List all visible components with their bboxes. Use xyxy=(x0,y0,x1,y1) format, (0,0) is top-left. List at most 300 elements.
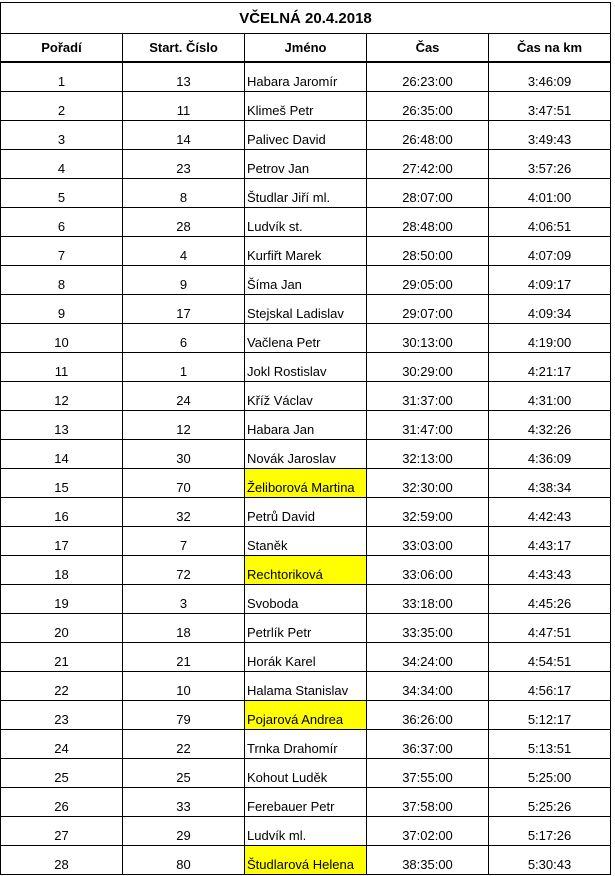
table-row xyxy=(1,150,611,179)
cell-time-text: 29:05:00 xyxy=(402,277,453,292)
cell-time-text: 28:48:00 xyxy=(402,219,453,234)
cell-pace[interactable] xyxy=(489,585,611,614)
cell-rank-text: 17 xyxy=(54,538,69,553)
cell-pace[interactable] xyxy=(489,527,611,556)
table-row xyxy=(1,701,611,730)
cell-rank-text: 20 xyxy=(54,625,69,640)
table-row xyxy=(1,730,611,759)
cell-start-number-text: 17 xyxy=(176,306,191,321)
cell-time-text: 32:30:00 xyxy=(402,480,453,495)
cell-name[interactable] xyxy=(245,672,367,701)
cell-pace-text: 4:43:17 xyxy=(527,538,572,553)
cell-start-number-text: 10 xyxy=(176,683,191,698)
cell-name[interactable] xyxy=(245,846,367,875)
table-row xyxy=(1,440,611,469)
cell-start-number[interactable] xyxy=(123,440,245,469)
cell-name-text: Jokl Rostislav xyxy=(247,364,327,379)
cell-start-number[interactable] xyxy=(123,759,245,788)
cell-start-number-text: 14 xyxy=(176,132,191,147)
cell-time[interactable] xyxy=(367,556,489,585)
cell-rank[interactable] xyxy=(1,266,123,295)
cell-start-number[interactable] xyxy=(123,614,245,643)
cell-rank[interactable] xyxy=(1,817,123,846)
cell-rank[interactable] xyxy=(1,150,123,179)
title-row xyxy=(1,3,611,34)
table-row xyxy=(1,179,611,208)
cell-rank-text: 4 xyxy=(57,161,66,176)
cell-time[interactable] xyxy=(367,759,489,788)
cell-pace[interactable] xyxy=(489,179,611,208)
cell-start-number-text: 6 xyxy=(179,335,188,350)
cell-name-text: Ferebauer Petr xyxy=(247,799,335,814)
cell-pace[interactable] xyxy=(489,324,611,353)
cell-rank-text: 6 xyxy=(57,219,66,234)
cell-rank[interactable] xyxy=(1,643,123,672)
cell-start-number-text: 9 xyxy=(179,277,188,292)
table-row xyxy=(1,411,611,440)
cell-rank[interactable] xyxy=(1,208,123,237)
cell-rank[interactable] xyxy=(1,324,123,353)
cell-name-text: Svoboda xyxy=(247,596,299,611)
cell-start-number-text: 29 xyxy=(176,828,191,843)
cell-pace-text: 4:09:34 xyxy=(527,306,572,321)
cell-start-number[interactable] xyxy=(123,527,245,556)
cell-name[interactable] xyxy=(245,150,367,179)
header-rank[interactable]: Pořadí xyxy=(1,34,123,63)
cell-pace-text: 4:21:17 xyxy=(527,364,572,379)
cell-start-number-text: 23 xyxy=(176,161,191,176)
cell-start-number-text: 32 xyxy=(176,509,191,524)
cell-rank-text: 25 xyxy=(54,770,69,785)
cell-pace-text: 5:25:00 xyxy=(527,770,572,785)
cell-pace-text: 4:54:51 xyxy=(527,654,572,669)
cell-pace[interactable] xyxy=(489,556,611,585)
results-sheet xyxy=(0,2,611,875)
cell-rank[interactable] xyxy=(1,62,123,92)
cell-rank[interactable] xyxy=(1,585,123,614)
cell-time[interactable] xyxy=(367,817,489,846)
cell-start-number[interactable] xyxy=(123,701,245,730)
cell-time[interactable] xyxy=(367,62,489,92)
cell-name[interactable] xyxy=(245,440,367,469)
cell-rank[interactable] xyxy=(1,92,123,121)
cell-time-text: 31:47:00 xyxy=(402,422,453,437)
cell-time[interactable] xyxy=(367,527,489,556)
cell-time-text: 34:24:00 xyxy=(402,654,453,669)
cell-pace[interactable] xyxy=(489,382,611,411)
cell-start-number-text: 30 xyxy=(176,451,191,466)
cell-pace-text: 3:46:09 xyxy=(527,74,572,89)
cell-start-number[interactable] xyxy=(123,411,245,440)
cell-name[interactable] xyxy=(245,62,367,92)
table-row xyxy=(1,62,611,92)
cell-pace-text: 4:38:34 xyxy=(527,480,572,495)
cell-name[interactable] xyxy=(245,92,367,121)
cell-rank[interactable] xyxy=(1,556,123,585)
cell-name[interactable] xyxy=(245,643,367,672)
cell-rank-text: 3 xyxy=(57,132,66,147)
cell-rank-text: 8 xyxy=(57,277,66,292)
cell-pace-text: 4:01:00 xyxy=(527,190,572,205)
cell-start-number-text: 18 xyxy=(176,625,191,640)
cell-time[interactable] xyxy=(367,788,489,817)
cell-rank[interactable] xyxy=(1,788,123,817)
cell-pace-text: 4:09:17 xyxy=(527,277,572,292)
cell-time[interactable] xyxy=(367,846,489,875)
cell-name-text: Študlar Jiří ml. xyxy=(247,190,331,205)
cell-time-text: 33:35:00 xyxy=(402,625,453,640)
cell-start-number-text: 79 xyxy=(176,712,191,727)
table-row xyxy=(1,382,611,411)
cell-start-number[interactable] xyxy=(123,179,245,208)
table-row xyxy=(1,208,611,237)
table-row xyxy=(1,295,611,324)
cell-name-text: Trnka Drahomír xyxy=(247,741,338,756)
cell-time-text: 30:29:00 xyxy=(402,364,453,379)
cell-name[interactable] xyxy=(245,121,367,150)
cell-rank-text: 19 xyxy=(54,596,69,611)
cell-start-number[interactable] xyxy=(123,150,245,179)
cell-name[interactable] xyxy=(245,730,367,759)
cell-rank-text: 12 xyxy=(54,393,69,408)
cell-name[interactable] xyxy=(245,498,367,527)
cell-rank-text: 1 xyxy=(57,74,66,89)
cell-start-number-text: 25 xyxy=(176,770,191,785)
table-row xyxy=(1,92,611,121)
cell-time[interactable] xyxy=(367,701,489,730)
cell-name[interactable] xyxy=(245,585,367,614)
cell-pace-text: 5:17:26 xyxy=(527,828,572,843)
cell-rank[interactable] xyxy=(1,353,123,382)
cell-rank[interactable] xyxy=(1,498,123,527)
table-row xyxy=(1,759,611,788)
cell-time[interactable] xyxy=(367,614,489,643)
table-row xyxy=(1,324,611,353)
cell-start-number-text: 11 xyxy=(176,103,191,118)
cell-start-number-text: 80 xyxy=(176,857,191,872)
cell-name-text: Kurfiřt Marek xyxy=(247,248,322,263)
cell-start-number-text: 13 xyxy=(176,74,191,89)
cell-pace-text: 4:06:51 xyxy=(527,219,572,234)
cell-name-text: Staněk xyxy=(247,538,288,553)
cell-pace-text: 4:31:00 xyxy=(527,393,572,408)
cell-start-number[interactable] xyxy=(123,817,245,846)
cell-time[interactable] xyxy=(367,121,489,150)
cell-pace[interactable] xyxy=(489,411,611,440)
cell-pace-text: 4:45:26 xyxy=(527,596,572,611)
cell-pace-text: 3:49:43 xyxy=(527,132,572,147)
cell-time[interactable] xyxy=(367,585,489,614)
cell-start-number-text: 7 xyxy=(179,538,188,553)
table-row xyxy=(1,121,611,150)
cell-pace[interactable] xyxy=(489,759,611,788)
cell-time[interactable] xyxy=(367,672,489,701)
cell-time-text: 36:37:00 xyxy=(402,741,453,756)
cell-time[interactable] xyxy=(367,411,489,440)
cell-rank[interactable] xyxy=(1,672,123,701)
cell-name-text: Rechtoriková xyxy=(247,567,323,582)
cell-time[interactable] xyxy=(367,266,489,295)
cell-rank-text: 7 xyxy=(57,248,66,263)
cell-rank[interactable] xyxy=(1,701,123,730)
cell-rank[interactable] xyxy=(1,759,123,788)
table-row xyxy=(1,469,611,498)
cell-rank-text: 14 xyxy=(54,451,69,466)
cell-start-number-text: 28 xyxy=(176,219,191,234)
cell-pace[interactable] xyxy=(489,440,611,469)
cell-start-number-text: 4 xyxy=(179,248,188,263)
cell-name[interactable] xyxy=(245,208,367,237)
cell-start-number-text: 33 xyxy=(176,799,191,814)
cell-pace[interactable] xyxy=(489,353,611,382)
cell-name-text: Kohout Luděk xyxy=(247,770,328,785)
cell-time[interactable] xyxy=(367,150,489,179)
cell-pace[interactable] xyxy=(489,266,611,295)
cell-pace[interactable] xyxy=(489,208,611,237)
cell-name[interactable] xyxy=(245,469,367,498)
cell-time[interactable] xyxy=(367,382,489,411)
cell-pace[interactable] xyxy=(489,788,611,817)
cell-name[interactable] xyxy=(245,324,367,353)
cell-name-text: Petrov Jan xyxy=(247,161,310,176)
cell-name-text: Palivec David xyxy=(247,132,326,147)
cell-pace[interactable] xyxy=(489,62,611,92)
cell-rank-text: 10 xyxy=(54,335,69,350)
cell-rank-text: 15 xyxy=(54,480,69,495)
cell-rank-text: 21 xyxy=(54,654,69,669)
cell-name[interactable] xyxy=(245,614,367,643)
cell-pace-text: 4:56:17 xyxy=(527,683,572,698)
cell-name-text: Ludvík ml. xyxy=(247,828,307,843)
header-pace[interactable]: Čas na km xyxy=(489,34,611,63)
cell-name-text: Želiborová Martina xyxy=(247,480,355,495)
cell-start-number-text: 21 xyxy=(176,654,191,669)
cell-start-number[interactable] xyxy=(123,237,245,266)
cell-name[interactable] xyxy=(245,266,367,295)
table-row xyxy=(1,643,611,672)
cell-rank-text: 18 xyxy=(54,567,69,582)
cell-rank-text: 16 xyxy=(54,509,69,524)
cell-time-text: 26:23:00 xyxy=(402,74,453,89)
cell-pace[interactable] xyxy=(489,846,611,875)
cell-time-text: 31:37:00 xyxy=(402,393,453,408)
cell-pace-text: 3:57:26 xyxy=(527,161,572,176)
cell-rank-text: 23 xyxy=(54,712,69,727)
cell-pace-text: 5:25:26 xyxy=(527,799,572,814)
table-row xyxy=(1,353,611,382)
cell-name-text: Stejskal Ladislav xyxy=(247,306,344,321)
cell-time-text: 26:35:00 xyxy=(402,103,453,118)
cell-pace[interactable] xyxy=(489,498,611,527)
cell-start-number[interactable] xyxy=(123,92,245,121)
cell-pace[interactable] xyxy=(489,92,611,121)
cell-start-number-text: 22 xyxy=(176,741,191,756)
table-row xyxy=(1,614,611,643)
cell-start-number[interactable] xyxy=(123,382,245,411)
cell-rank[interactable] xyxy=(1,295,123,324)
cell-rank[interactable] xyxy=(1,614,123,643)
cell-name[interactable] xyxy=(245,701,367,730)
table-row xyxy=(1,585,611,614)
cell-pace-text: 4:07:09 xyxy=(527,248,572,263)
cell-pace[interactable] xyxy=(489,701,611,730)
cell-start-number[interactable] xyxy=(123,62,245,92)
cell-pace[interactable] xyxy=(489,237,611,266)
cell-time[interactable] xyxy=(367,208,489,237)
sheet-title[interactable]: VČELNÁ 20.4.2018 xyxy=(1,3,611,34)
cell-name-text: Pojarová Andrea xyxy=(247,712,344,727)
cell-start-number[interactable] xyxy=(123,469,245,498)
cell-name-text: Habara Jan xyxy=(247,422,315,437)
cell-rank-text: 28 xyxy=(54,857,69,872)
cell-name[interactable] xyxy=(245,759,367,788)
cell-time-text: 27:42:00 xyxy=(402,161,453,176)
cell-time[interactable] xyxy=(367,324,489,353)
table-row xyxy=(1,237,611,266)
cell-name-text: Šíma Jan xyxy=(247,277,302,292)
cell-time-text: 33:18:00 xyxy=(402,596,453,611)
cell-time-text: 37:55:00 xyxy=(402,770,453,785)
table-row xyxy=(1,527,611,556)
cell-pace[interactable] xyxy=(489,730,611,759)
cell-pace[interactable] xyxy=(489,672,611,701)
cell-start-number[interactable] xyxy=(123,353,245,382)
cell-time-text: 36:26:00 xyxy=(402,712,453,727)
cell-time[interactable] xyxy=(367,92,489,121)
cell-rank[interactable] xyxy=(1,469,123,498)
cell-pace[interactable] xyxy=(489,614,611,643)
cell-time[interactable] xyxy=(367,469,489,498)
cell-time-text: 37:58:00 xyxy=(402,799,453,814)
cell-pace-text: 5:30:43 xyxy=(527,857,572,872)
cell-start-number-text: 3 xyxy=(179,596,188,611)
cell-start-number-text: 8 xyxy=(179,190,188,205)
cell-time-text: 26:48:00 xyxy=(402,132,453,147)
cell-start-number[interactable] xyxy=(123,730,245,759)
cell-start-number-text: 1 xyxy=(179,364,188,379)
cell-pace[interactable] xyxy=(489,121,611,150)
table-row xyxy=(1,498,611,527)
cell-rank[interactable] xyxy=(1,846,123,875)
cell-pace-text: 4:36:09 xyxy=(527,451,572,466)
cell-rank[interactable] xyxy=(1,440,123,469)
cell-start-number[interactable] xyxy=(123,121,245,150)
cell-name[interactable] xyxy=(245,817,367,846)
cell-time[interactable] xyxy=(367,237,489,266)
cell-start-number-text: 70 xyxy=(176,480,191,495)
cell-time[interactable] xyxy=(367,353,489,382)
cell-name[interactable] xyxy=(245,382,367,411)
cell-name[interactable] xyxy=(245,237,367,266)
table-row xyxy=(1,672,611,701)
cell-time[interactable] xyxy=(367,498,489,527)
cell-time-text: 33:06:00 xyxy=(402,567,453,582)
cell-time-text: 32:59:00 xyxy=(402,509,453,524)
cell-rank[interactable] xyxy=(1,179,123,208)
cell-name[interactable] xyxy=(245,527,367,556)
header-row xyxy=(1,34,611,63)
cell-name[interactable] xyxy=(245,556,367,585)
cell-name-text: Petrů David xyxy=(247,509,315,524)
cell-start-number[interactable] xyxy=(123,585,245,614)
cell-rank[interactable] xyxy=(1,730,123,759)
cell-rank[interactable] xyxy=(1,121,123,150)
cell-start-number[interactable] xyxy=(123,846,245,875)
cell-pace-text: 4:32:26 xyxy=(527,422,572,437)
cell-pace[interactable] xyxy=(489,469,611,498)
cell-rank-text: 27 xyxy=(54,828,69,843)
cell-name-text: Študlarová Helena xyxy=(247,857,354,872)
cell-rank-text: 24 xyxy=(54,741,69,756)
cell-rank[interactable] xyxy=(1,411,123,440)
cell-pace[interactable] xyxy=(489,150,611,179)
results-table xyxy=(0,2,611,875)
cell-time[interactable] xyxy=(367,643,489,672)
cell-start-number[interactable] xyxy=(123,324,245,353)
cell-pace-text: 5:13:51 xyxy=(527,741,572,756)
cell-time[interactable] xyxy=(367,295,489,324)
header-start-number[interactable]: Start. Číslo xyxy=(123,34,245,63)
table-row xyxy=(1,817,611,846)
cell-name[interactable] xyxy=(245,179,367,208)
cell-time-text: 29:07:00 xyxy=(402,306,453,321)
cell-rank[interactable] xyxy=(1,527,123,556)
cell-pace-text: 4:43:43 xyxy=(527,567,572,582)
cell-name-text: Ludvík st. xyxy=(247,219,303,234)
cell-start-number[interactable] xyxy=(123,788,245,817)
cell-start-number[interactable] xyxy=(123,556,245,585)
cell-rank[interactable] xyxy=(1,382,123,411)
cell-start-number-text: 72 xyxy=(176,567,191,582)
cell-name-text: Vačlena Petr xyxy=(247,335,321,350)
cell-time-text: 28:50:00 xyxy=(402,248,453,263)
cell-start-number[interactable] xyxy=(123,643,245,672)
cell-time[interactable] xyxy=(367,440,489,469)
header-time[interactable]: Čas xyxy=(367,34,489,63)
cell-name[interactable] xyxy=(245,788,367,817)
cell-time-text: 28:07:00 xyxy=(402,190,453,205)
cell-name[interactable] xyxy=(245,411,367,440)
cell-name-text: Horák Karel xyxy=(247,654,316,669)
cell-name-text: Klimeš Petr xyxy=(247,103,314,118)
cell-name[interactable] xyxy=(245,295,367,324)
cell-pace[interactable] xyxy=(489,295,611,324)
table-row xyxy=(1,846,611,875)
cell-time-text: 38:35:00 xyxy=(402,857,453,872)
cell-pace-text: 4:47:51 xyxy=(527,625,572,640)
cell-start-number[interactable] xyxy=(123,208,245,237)
cell-pace-text: 3:47:51 xyxy=(527,103,572,118)
cell-rank[interactable] xyxy=(1,237,123,266)
cell-rank-text: 22 xyxy=(54,683,69,698)
header-name[interactable]: Jméno xyxy=(245,34,367,63)
cell-name-text: Habara Jaromír xyxy=(247,74,338,89)
cell-name-text: Petrlík Petr xyxy=(247,625,312,640)
cell-start-number[interactable] xyxy=(123,672,245,701)
cell-time[interactable] xyxy=(367,730,489,759)
cell-rank-text: 9 xyxy=(57,306,66,321)
cell-pace[interactable] xyxy=(489,643,611,672)
cell-rank-text: 5 xyxy=(57,190,66,205)
cell-time-text: 30:13:00 xyxy=(402,335,453,350)
cell-name[interactable] xyxy=(245,353,367,382)
cell-start-number[interactable] xyxy=(123,295,245,324)
cell-pace[interactable] xyxy=(489,817,611,846)
cell-start-number[interactable] xyxy=(123,266,245,295)
cell-time[interactable] xyxy=(367,179,489,208)
cell-rank-text: 2 xyxy=(57,103,66,118)
cell-start-number[interactable] xyxy=(123,498,245,527)
